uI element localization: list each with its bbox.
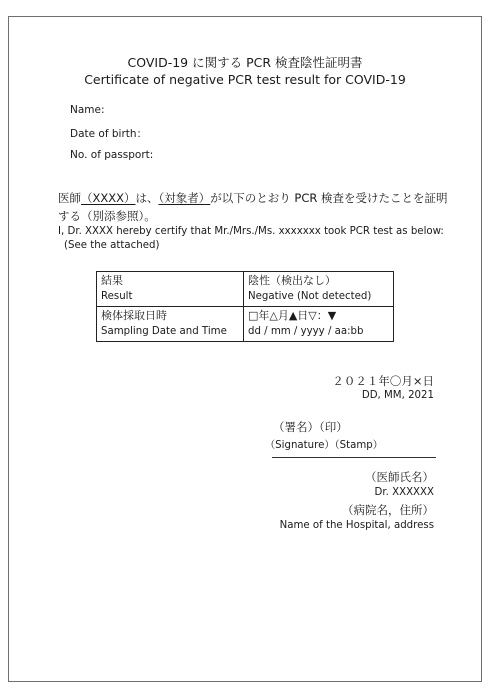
doctor-name-label-jp: （医師氏名）	[365, 470, 434, 484]
hospital-name-address: Name of the Hospital, address	[279, 520, 434, 531]
title-english: Certificate of negative PCR test result for COVID-19	[84, 72, 406, 87]
field-passport-label: No. of passport:	[70, 149, 154, 161]
sampling-value-jp: □年△月▲日▽：▼	[248, 309, 337, 322]
statement-subject-placeholder: （対象者）	[158, 191, 211, 205]
result-value-jp: 陰性（検出なし）	[248, 274, 336, 287]
issue-date-en: DD, MM, 2021	[361, 390, 434, 401]
statement-doctor-prefix: 医師	[58, 191, 81, 205]
result-table	[96, 271, 394, 342]
result-label-en: Result	[101, 291, 133, 302]
table-row	[97, 272, 394, 307]
statement-doctor-placeholder: （XXXX）	[81, 191, 136, 205]
result-label-jp: 結果	[101, 274, 123, 287]
statement-en-line1: I, Dr. XXXX hereby certify that Mr./Mrs./Ms. xxxxxxx took PCR test as below:	[58, 226, 444, 237]
field-dob-label: Date of birth：	[70, 128, 148, 140]
issue-date-jp: ２０２１年〇月×日	[332, 374, 434, 388]
statement-connector: は、	[135, 191, 159, 205]
hospital-label-jp: （病院名，住所）	[342, 503, 434, 517]
signature-label-en: （Signature）（Stamp）	[265, 440, 383, 451]
table-cell-value	[244, 272, 394, 307]
signature-label-jp: （署名）（印）	[273, 420, 348, 434]
sampling-label-en: Sampling Date and Time	[101, 326, 227, 337]
signature-line	[272, 457, 436, 458]
sampling-label-jp: 検体採取日時	[101, 309, 167, 322]
certificate-page	[8, 16, 482, 682]
table-cell-value	[244, 307, 394, 342]
table-cell-label	[97, 307, 244, 342]
statement-jp-line1	[58, 190, 448, 206]
table-cell-label	[97, 272, 244, 307]
statement-jp-rest: が以下のとおり PCR 検査を受けたことを証明	[210, 191, 448, 205]
doctor-name: Dr. XXXXXX	[374, 487, 434, 498]
title-japanese: COVID-19 に関する PCR 検査陰性証明書	[127, 55, 363, 70]
sampling-value-en: dd / mm / yyyy / aa:bb	[248, 326, 364, 337]
result-value-en: Negative (Not detected)	[248, 291, 372, 302]
statement-en-line2: (See the attached)	[64, 240, 160, 251]
field-name-label: Name:	[70, 104, 105, 116]
statement-jp-line2: する（別添参照）。	[58, 209, 156, 223]
table-row	[97, 307, 394, 342]
